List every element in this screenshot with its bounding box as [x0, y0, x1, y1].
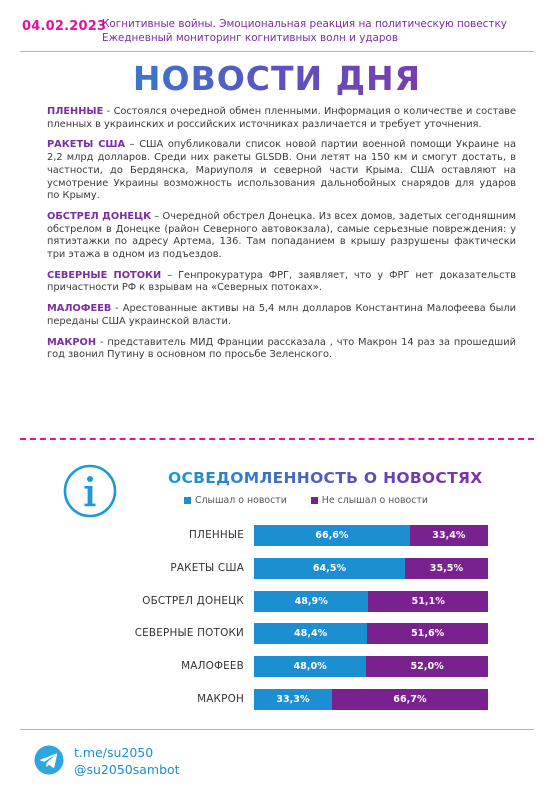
- news-keyword: МАЛОФЕЕВ: [47, 303, 112, 315]
- header-subtitle: [102, 17, 507, 45]
- chart-legend: [184, 495, 428, 506]
- bar-value-label: 33,3%: [276, 694, 310, 705]
- news-separator: -: [96, 336, 108, 348]
- legend-item-heard: [184, 495, 287, 506]
- bar-value-label: 51,6%: [410, 628, 445, 640]
- bar-value-label: 33,4%: [432, 530, 466, 541]
- bar-not-heard: [368, 591, 488, 612]
- news-text: США опубликовали список новой партии военной помощи Украине на 2,2 млрд долларов. Среди них ракеты GLSDB. Они летят на 150 км и смогут достать, в частности, до Бердянска, Мариуполя и северной части Крыма. США оставляют на усмотрение Украины возможность использования дальнобойных снарядов для ударов по Крыму.: [47, 139, 516, 202]
- footer-links: [74, 744, 180, 778]
- legend-swatch-heard: [184, 497, 191, 504]
- news-text: Состоялся очередной обмен пленными. Информация о количестве и составе пленных в украинских и российских источниках различается и требует уточнения.: [47, 106, 516, 130]
- news-text: Арестованные активы на 5,4 млн долларов Константина Малофеева были переданы США украинской власти.: [47, 303, 517, 327]
- bar-heard: [254, 558, 405, 579]
- news-item: [47, 303, 516, 328]
- bar-value-label: 66,7%: [393, 694, 427, 705]
- news-keyword: СЕВЕРНЫЕ ПОТОКИ: [47, 269, 162, 281]
- news-list: [47, 106, 516, 370]
- bar-value-label: 48,0%: [293, 661, 327, 673]
- bar-value-label: 64,5%: [312, 562, 347, 574]
- info-icon: [62, 463, 118, 519]
- chart-title: ОСВЕДОМЛЕННОСТЬ О НОВОСТЯХ: [168, 469, 498, 487]
- bar-value-label: 52,0%: [410, 661, 444, 673]
- bar-heard: [254, 623, 367, 644]
- telegram-bot-link[interactable]: @su2050sambot: [74, 762, 180, 777]
- bar-not-heard: [332, 689, 488, 710]
- bar-not-heard: [366, 656, 488, 677]
- news-item: [47, 211, 516, 262]
- news-keyword: ПЛЕННЫЕ: [47, 106, 104, 117]
- bar-heard: [254, 591, 368, 612]
- bar-heard: [254, 525, 410, 546]
- header-divider: [20, 51, 534, 52]
- category-label: ПЛЕННЫЕ: [189, 529, 244, 541]
- category-label: МАЛОФЕЕВ: [181, 660, 244, 673]
- telegram-icon: [34, 745, 64, 775]
- news-item: [47, 139, 516, 203]
- bar-not-heard: [405, 558, 488, 579]
- footer-divider: [20, 729, 534, 730]
- category-label: РАКЕТЫ США: [170, 561, 244, 574]
- bar-value-label: 48,9%: [294, 595, 328, 607]
- bar-heard: [254, 689, 332, 710]
- bar-value-label: 66,6%: [315, 530, 349, 541]
- header-line-1: Когнитивные войны. Эмоциональная реакция на политическую повестку: [102, 18, 507, 30]
- report-date: 04.02.2023: [22, 19, 107, 34]
- news-item: [47, 270, 516, 295]
- category-label: СЕВЕРНЫЕ ПОТОКИ: [134, 627, 244, 640]
- news-keyword: РАКЕТЫ США: [47, 139, 126, 151]
- bar-not-heard: [410, 525, 488, 546]
- bar-heard: [254, 656, 366, 677]
- category-label: МАКРОН: [197, 693, 244, 705]
- bar-value-label: 48,4%: [293, 628, 328, 640]
- header-line-2: Ежедневный мониторинг когнитивных волн и ударов: [102, 32, 398, 44]
- news-separator: –: [161, 269, 179, 281]
- legend-label-heard: Слышал о новости: [195, 495, 287, 506]
- news-separator: -: [103, 106, 114, 117]
- category-label: ОБСТРЕЛ ДОНЕЦК: [142, 594, 244, 607]
- news-separator: –: [125, 139, 140, 151]
- section-divider: [20, 438, 534, 440]
- bar-not-heard: [367, 623, 488, 644]
- news-text: представитель МИД Франции рассказала , что Макрон 14 раз за прошедший год звонил Путину в основном по просьбе Зеленского.: [47, 336, 517, 361]
- legend-item-not-heard: [311, 495, 428, 506]
- news-separator: -: [111, 303, 123, 315]
- header: [0, 0, 554, 52]
- bar-value-label: 51,1%: [411, 595, 445, 607]
- telegram-channel-link[interactable]: t.me/su2050: [74, 745, 154, 760]
- news-item: [47, 337, 516, 362]
- news-separator: –: [151, 210, 163, 222]
- legend-swatch-not-heard: [311, 497, 318, 504]
- news-text: Генпрокуратура ФРГ, заявляет, что у ФРГ нет доказательств причастности РФ к взрывам на «Северных потоках».: [47, 269, 516, 294]
- news-item: [47, 106, 516, 131]
- page-title: НОВОСТИ ДНЯ: [0, 59, 554, 98]
- news-keyword: ОБСТРЕЛ ДОНЕЦК: [47, 210, 152, 222]
- legend-label-not-heard: Не слышал о новости: [321, 495, 428, 506]
- news-text: Очередной обстрел Донецка. Из всех домов, задетых сегодняшним обстрелом в Донецке (район Северного автовокзала), самые серьезные повреждения: у пятиэтажки по адресу Артема, 136. Там попаданием в крышу разрушены фактически три этажа в одном из подъездов.: [47, 210, 516, 261]
- news-keyword: МАКРОН: [47, 336, 97, 348]
- bar-value-label: 35,5%: [429, 562, 464, 574]
